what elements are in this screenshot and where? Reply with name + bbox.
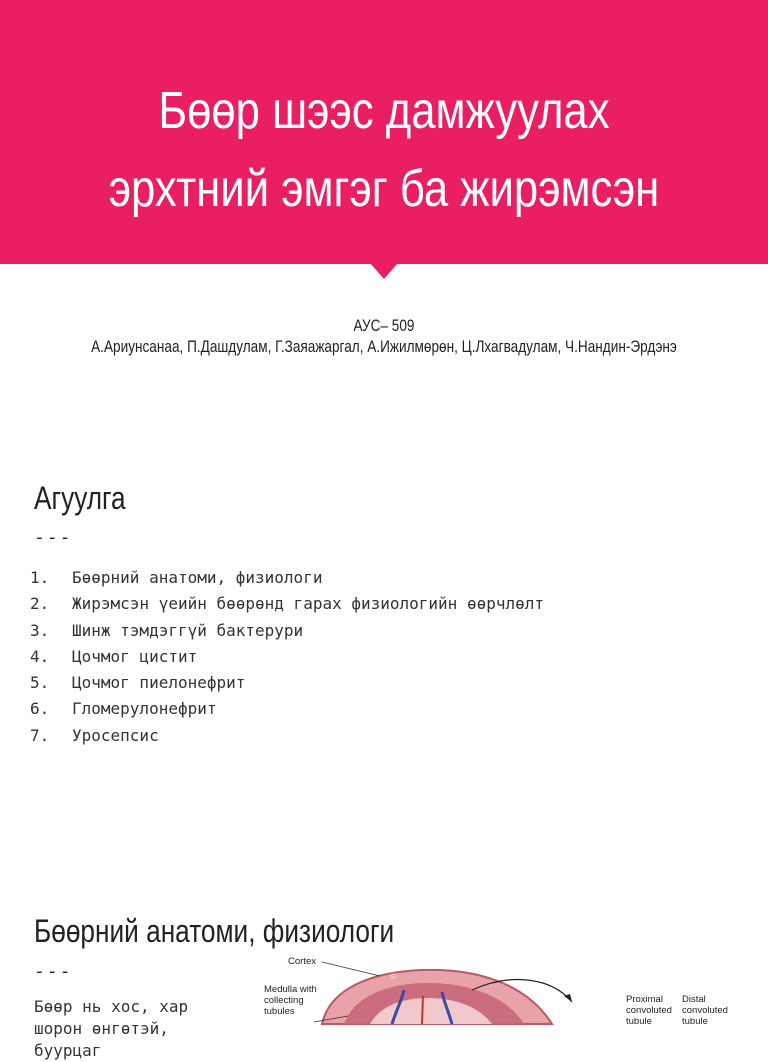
body-line-1: Бөөр нь хос, хар xyxy=(34,997,189,1016)
list-item: 5. Цочмог пиелонефрит xyxy=(30,673,246,693)
contents-list xyxy=(30,565,544,749)
list-item: 7. Уросепсис xyxy=(30,725,159,745)
list-item: 6. Гломерулонефрит xyxy=(30,699,217,719)
list-item: 3. Шинж тэмдэггүй бактерури xyxy=(30,620,304,640)
anatomy-divider: --- xyxy=(34,961,73,982)
proximal-tubule-label: Proximal convoluted tubule xyxy=(626,994,672,1027)
title-line-2: эрхтний эмгэг ба жирэмсэн xyxy=(108,160,660,218)
banner-pointer xyxy=(370,263,398,279)
svg-text:©: © xyxy=(388,970,399,982)
group-code: АУС– 509 xyxy=(353,316,415,335)
medulla-label: Medulla with collecting tubules xyxy=(264,984,317,1017)
kidney-diagram xyxy=(252,950,768,1027)
presentation-title xyxy=(61,72,706,228)
list-item: 2. Жирэмсэн үеийн бөөрөнд гарах физиологийн өөрчлөлт xyxy=(30,594,545,614)
distal-tubule-label: Distal convoluted tubule xyxy=(682,994,728,1027)
list-item: 4. Цочмог цистит xyxy=(30,646,198,666)
anatomy-body-text xyxy=(34,996,234,1062)
author-list: А.Ариунсанаа, П.Дашдулам, Г.Заяажаргал, А.Ижилмөрөн, Ц.Лхагвадулам, Ч.Нандин-Эрдэнэ xyxy=(91,337,677,356)
body-line-2: шорон өнгөтэй, буурцаг xyxy=(34,1019,169,1060)
list-item: 1. Бөөрний анатоми, физиологи xyxy=(30,568,323,587)
contents-divider: --- xyxy=(34,527,73,548)
contents-heading: Агуулга xyxy=(34,480,126,516)
cortex-label: Cortex xyxy=(288,956,316,967)
anatomy-heading: Бөөрний анатоми, физиологи xyxy=(34,913,395,949)
title-line-1: Бөөр шээс дамжуулах xyxy=(158,82,610,140)
